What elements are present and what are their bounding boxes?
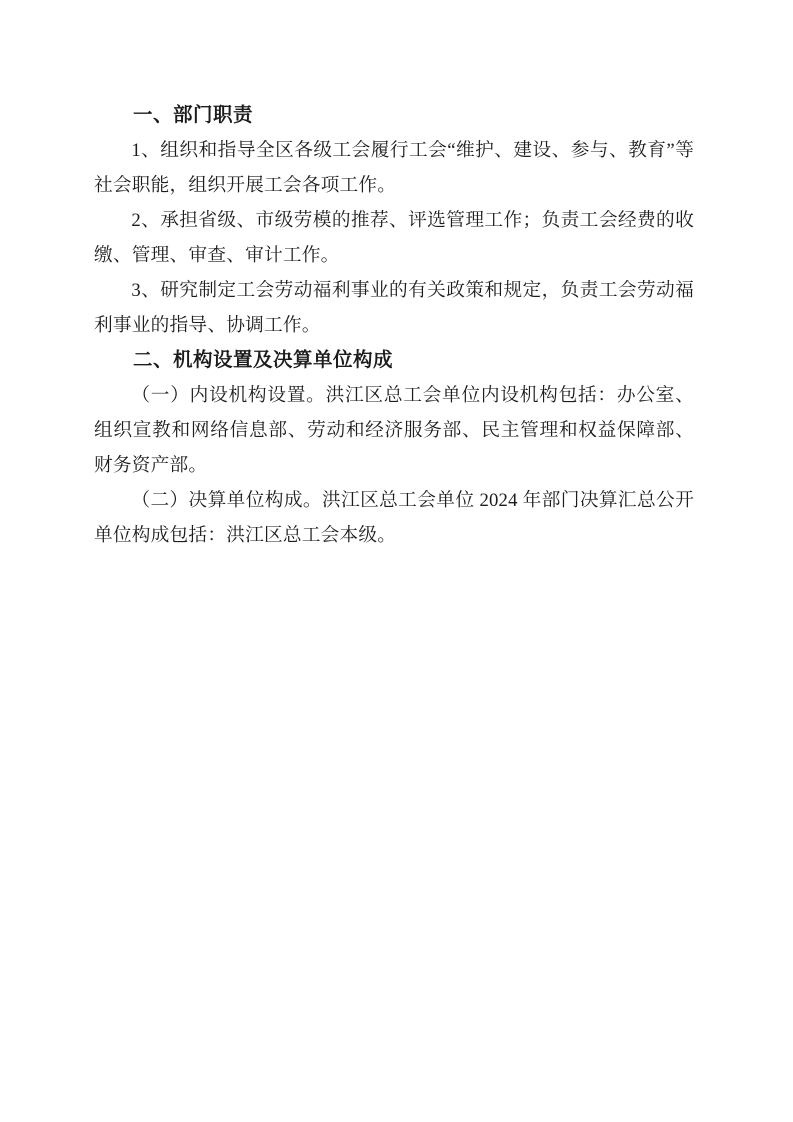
organization-paragraph-2: （二）决算单位构成。洪江区总工会单位 2024 年部门决算汇总公开单位构成包括：洪江区总工会本级。 (94, 490, 694, 546)
section-heading-organization: 二、机构设置及决算单位构成 (133, 349, 394, 371)
duties-paragraph-1: 1、组织和指导全区各级工会履行工会“维护、建设、参与、教育”等社会职能，组织开展工会各项工作。 (94, 140, 694, 196)
duties-paragraph-3: 3、研究制定工会劳动福利事业的有关政策和规定，负责工会劳动福利事业的指导、协调工作。 (94, 280, 694, 336)
duties-paragraph-2: 2、承担省级、市级劳模的推荐、评选管理工作；负责工会经费的收缴、管理、审查、审计工作。 (94, 210, 694, 266)
section-heading-duties: 一、部门职责 (133, 104, 254, 126)
document-body (94, 98, 694, 553)
organization-paragraph-1: （一）内设机构设置。洪江区总工会单位内设机构包括：办公室、组织宣教和网络信息部、劳动和经济服务部、民主管理和权益保障部、财务资产部。 (94, 385, 694, 476)
